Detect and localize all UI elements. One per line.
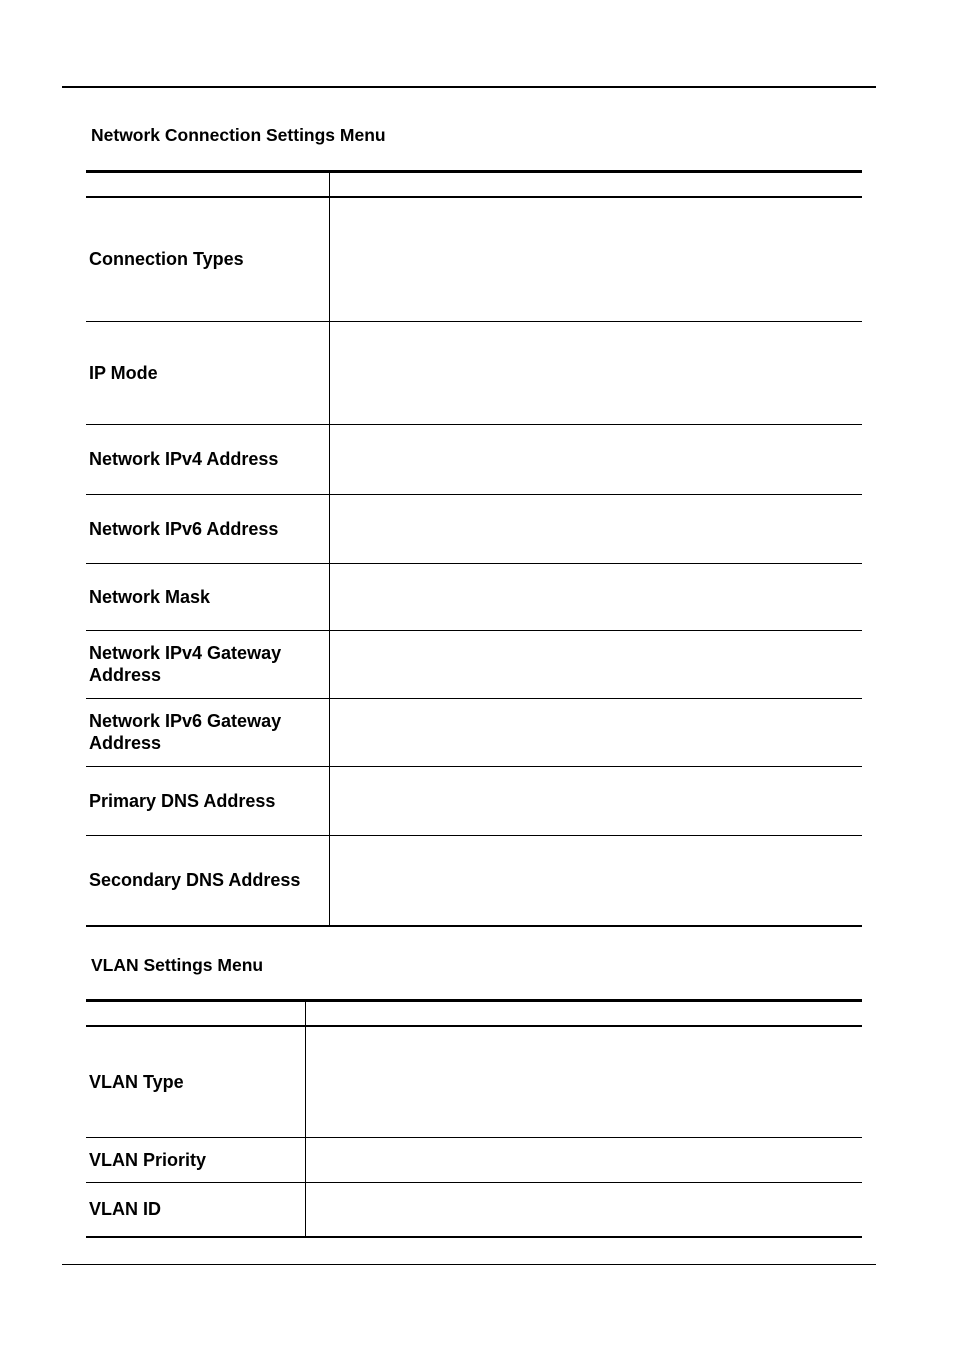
setting-value bbox=[305, 1026, 862, 1137]
network-settings-title: Network Connection Settings Menu bbox=[91, 125, 386, 145]
setting-label: VLAN ID bbox=[86, 1182, 305, 1237]
column-header bbox=[305, 1001, 862, 1027]
table-header-row bbox=[86, 1001, 862, 1027]
setting-value bbox=[329, 494, 862, 563]
table-row bbox=[86, 197, 862, 321]
setting-value bbox=[329, 766, 862, 835]
setting-label: Secondary DNS Address bbox=[86, 835, 329, 926]
setting-label: VLAN Priority bbox=[86, 1137, 305, 1182]
network-settings-table bbox=[86, 170, 862, 927]
setting-value bbox=[329, 197, 862, 321]
header-rule bbox=[62, 86, 876, 88]
table-row bbox=[86, 1182, 862, 1237]
setting-label: IP Mode bbox=[86, 321, 329, 424]
table-row bbox=[86, 835, 862, 926]
table-header-row bbox=[86, 172, 862, 198]
table-row bbox=[86, 563, 862, 630]
vlan-settings-table bbox=[86, 999, 862, 1238]
setting-label: Connection Types bbox=[86, 197, 329, 321]
setting-value bbox=[329, 630, 862, 698]
table-row bbox=[86, 766, 862, 835]
column-header bbox=[86, 172, 329, 198]
column-header bbox=[86, 1001, 305, 1027]
setting-value bbox=[329, 321, 862, 424]
table-row bbox=[86, 1026, 862, 1137]
setting-label: Primary DNS Address bbox=[86, 766, 329, 835]
setting-value bbox=[329, 698, 862, 766]
table-row bbox=[86, 698, 862, 766]
setting-label: Network IPv4 Gateway Address bbox=[86, 630, 329, 698]
table-row bbox=[86, 424, 862, 494]
table-row bbox=[86, 1137, 862, 1182]
column-header bbox=[329, 172, 862, 198]
setting-value bbox=[329, 424, 862, 494]
footer-rule bbox=[62, 1264, 876, 1265]
setting-label: Network IPv4 Address bbox=[86, 424, 329, 494]
setting-value bbox=[329, 835, 862, 926]
setting-label: VLAN Type bbox=[86, 1026, 305, 1137]
table-row bbox=[86, 630, 862, 698]
setting-label: Network Mask bbox=[86, 563, 329, 630]
setting-value bbox=[305, 1182, 862, 1237]
vlan-settings-title: VLAN Settings Menu bbox=[91, 955, 264, 975]
table-row bbox=[86, 321, 862, 424]
setting-value bbox=[305, 1137, 862, 1182]
setting-label: Network IPv6 Address bbox=[86, 494, 329, 563]
table-row bbox=[86, 494, 862, 563]
setting-label: Network IPv6 Gateway Address bbox=[86, 698, 329, 766]
setting-value bbox=[329, 563, 862, 630]
